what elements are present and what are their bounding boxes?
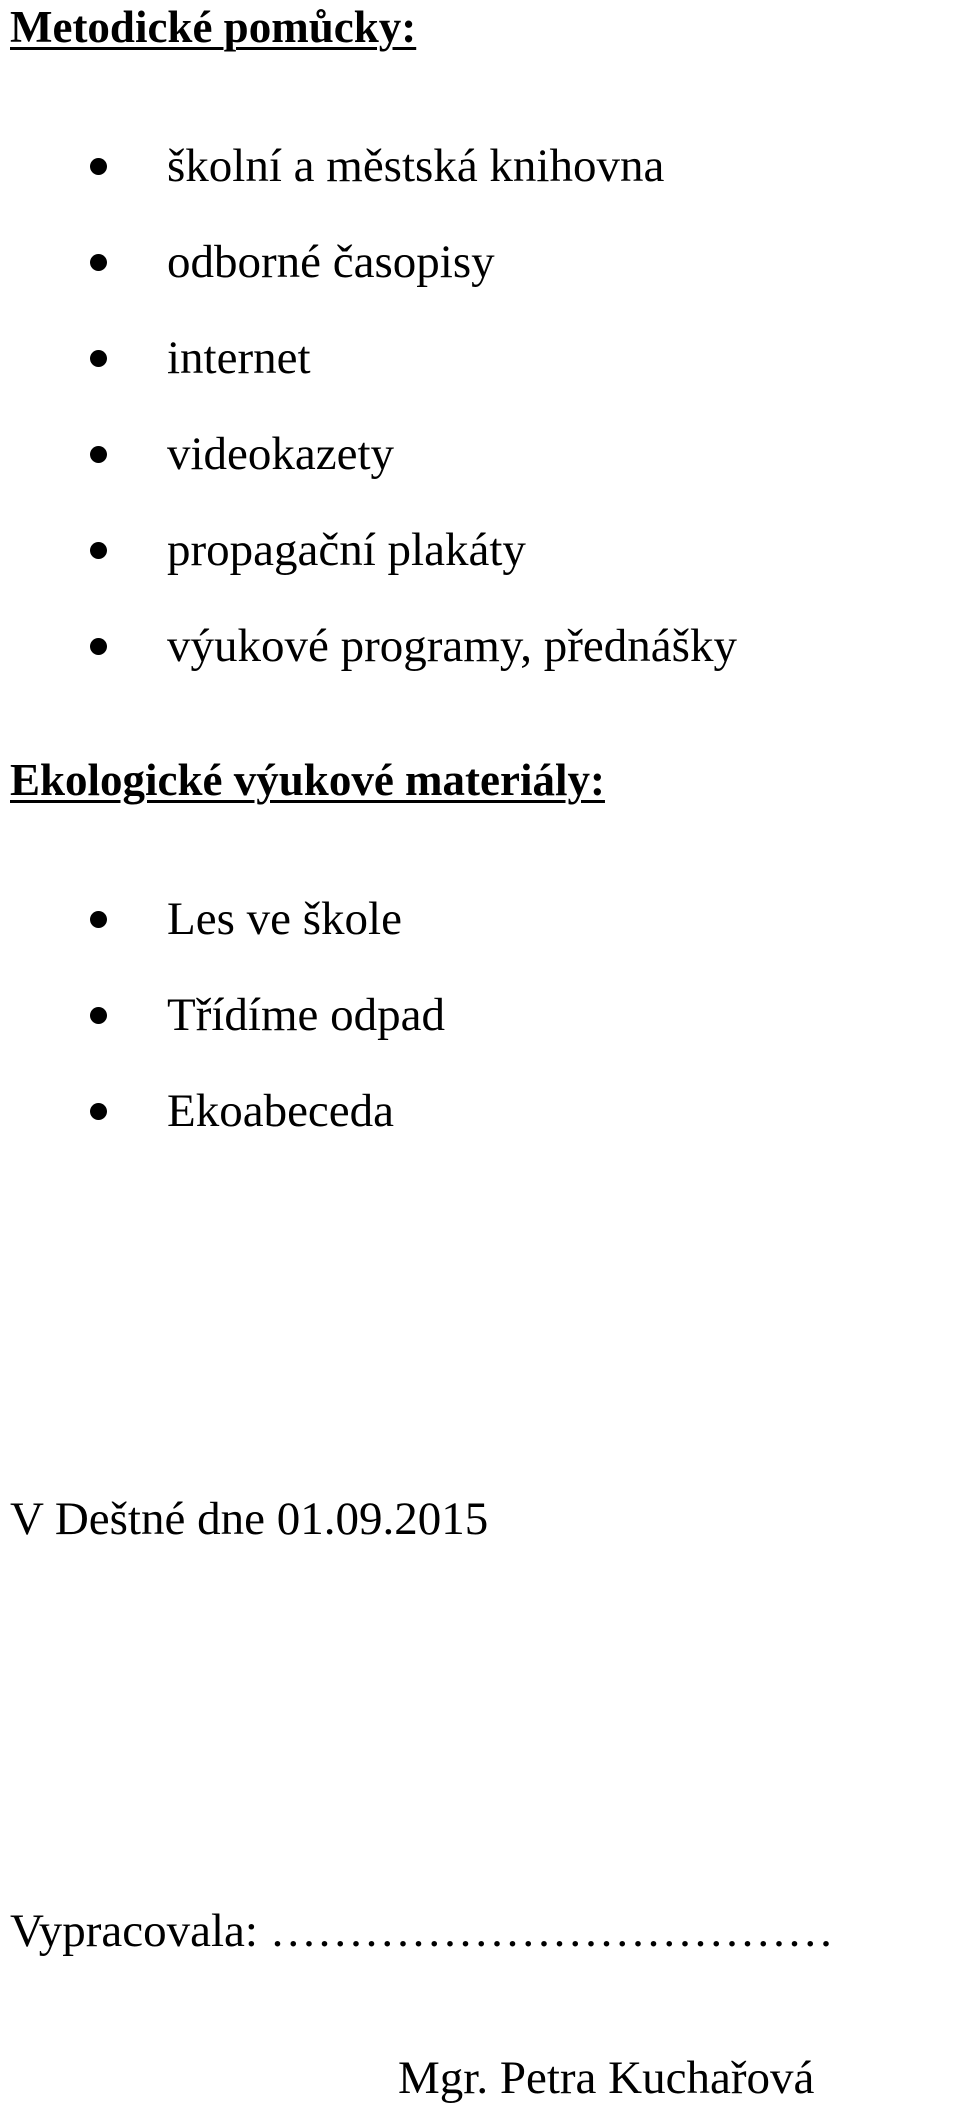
list-item-text: výukové programy, přednášky (167, 619, 737, 672)
list-item-text: odborné časopisy (167, 235, 495, 288)
list-item (0, 502, 960, 598)
list-item (0, 118, 960, 214)
bullet-icon (90, 350, 107, 367)
list-item (0, 406, 960, 502)
bullet-icon (90, 911, 107, 928)
methodical-aids-list (0, 118, 960, 694)
list-item (0, 310, 960, 406)
list-item (0, 598, 960, 694)
list-item (0, 871, 960, 967)
ecological-materials-list (0, 871, 960, 1159)
list-item (0, 967, 960, 1063)
list-item-text: propagační plakáty (167, 523, 526, 576)
prepared-by-label: Vypracovala: (10, 1905, 258, 1957)
list-item-text: Ekoabeceda (167, 1084, 395, 1137)
bullet-icon (90, 158, 107, 175)
place-and-date: V Deštné dne 01.09.2015 (10, 1493, 489, 1545)
list-item (0, 214, 960, 310)
author-name: Mgr. Petra Kuchařová (398, 2052, 815, 2104)
bullet-icon (90, 1103, 107, 1120)
bullet-icon (90, 254, 107, 271)
list-item-text: Les ve škole (167, 892, 402, 945)
list-item-text: školní a městská knihovna (167, 139, 665, 192)
bullet-icon (90, 638, 107, 655)
list-item-text: videokazety (167, 427, 395, 480)
prepared-by-line (10, 1905, 834, 1957)
bullet-icon (90, 542, 107, 559)
bullet-icon (90, 1007, 107, 1024)
list-item-text: Třídíme odpad (167, 988, 446, 1041)
list-item (0, 1063, 960, 1159)
methodical-aids-heading: Metodické pomůcky: (10, 2, 417, 52)
ecological-materials-heading: Ekologické výukové materiály: (10, 755, 605, 805)
bullet-icon (90, 446, 107, 463)
list-item-text: internet (167, 331, 311, 384)
signature-dotted-line: ……………………………… (269, 1905, 834, 1957)
